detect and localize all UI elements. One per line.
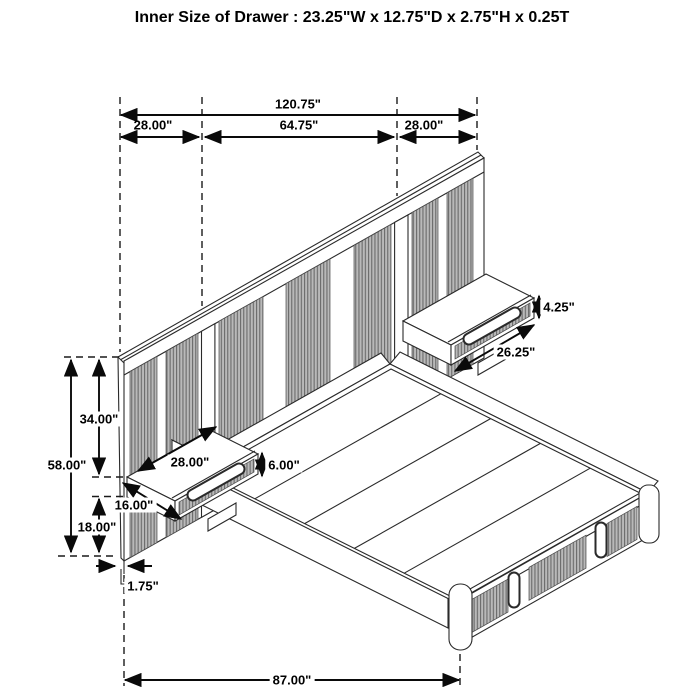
dim-lower-section-height: 18.00" [75, 520, 120, 535]
dim-right-panel-width: 28.00" [404, 117, 444, 133]
dim-upper-section-height: 34.00" [77, 412, 122, 427]
dim-panel-thickness: 1.75" [124, 579, 161, 594]
dim-drawer-front-width: 26.25" [494, 345, 539, 360]
dim-nightstand-width: 28.00" [168, 455, 213, 470]
dim-overall-width: 120.75" [275, 96, 321, 112]
dim-nightstand-depth: 16.00" [112, 498, 157, 513]
diagram-title: Inner Size of Drawer : 23.25"W x 12.75"D x 2.75"H x 0.25T [134, 9, 570, 26]
dim-center-panel-width: 64.75" [279, 117, 319, 133]
dim-drawer-front-height: 4.25" [540, 300, 577, 315]
dim-headboard-height: 58.00" [45, 458, 90, 473]
corner-post-right [639, 485, 659, 543]
dim-nightstand-height: 6.00" [265, 458, 302, 473]
corner-post-left [449, 584, 472, 650]
dim-bed-length: 87.00" [270, 673, 315, 688]
dim-left-panel-width: 28.00" [133, 117, 173, 133]
